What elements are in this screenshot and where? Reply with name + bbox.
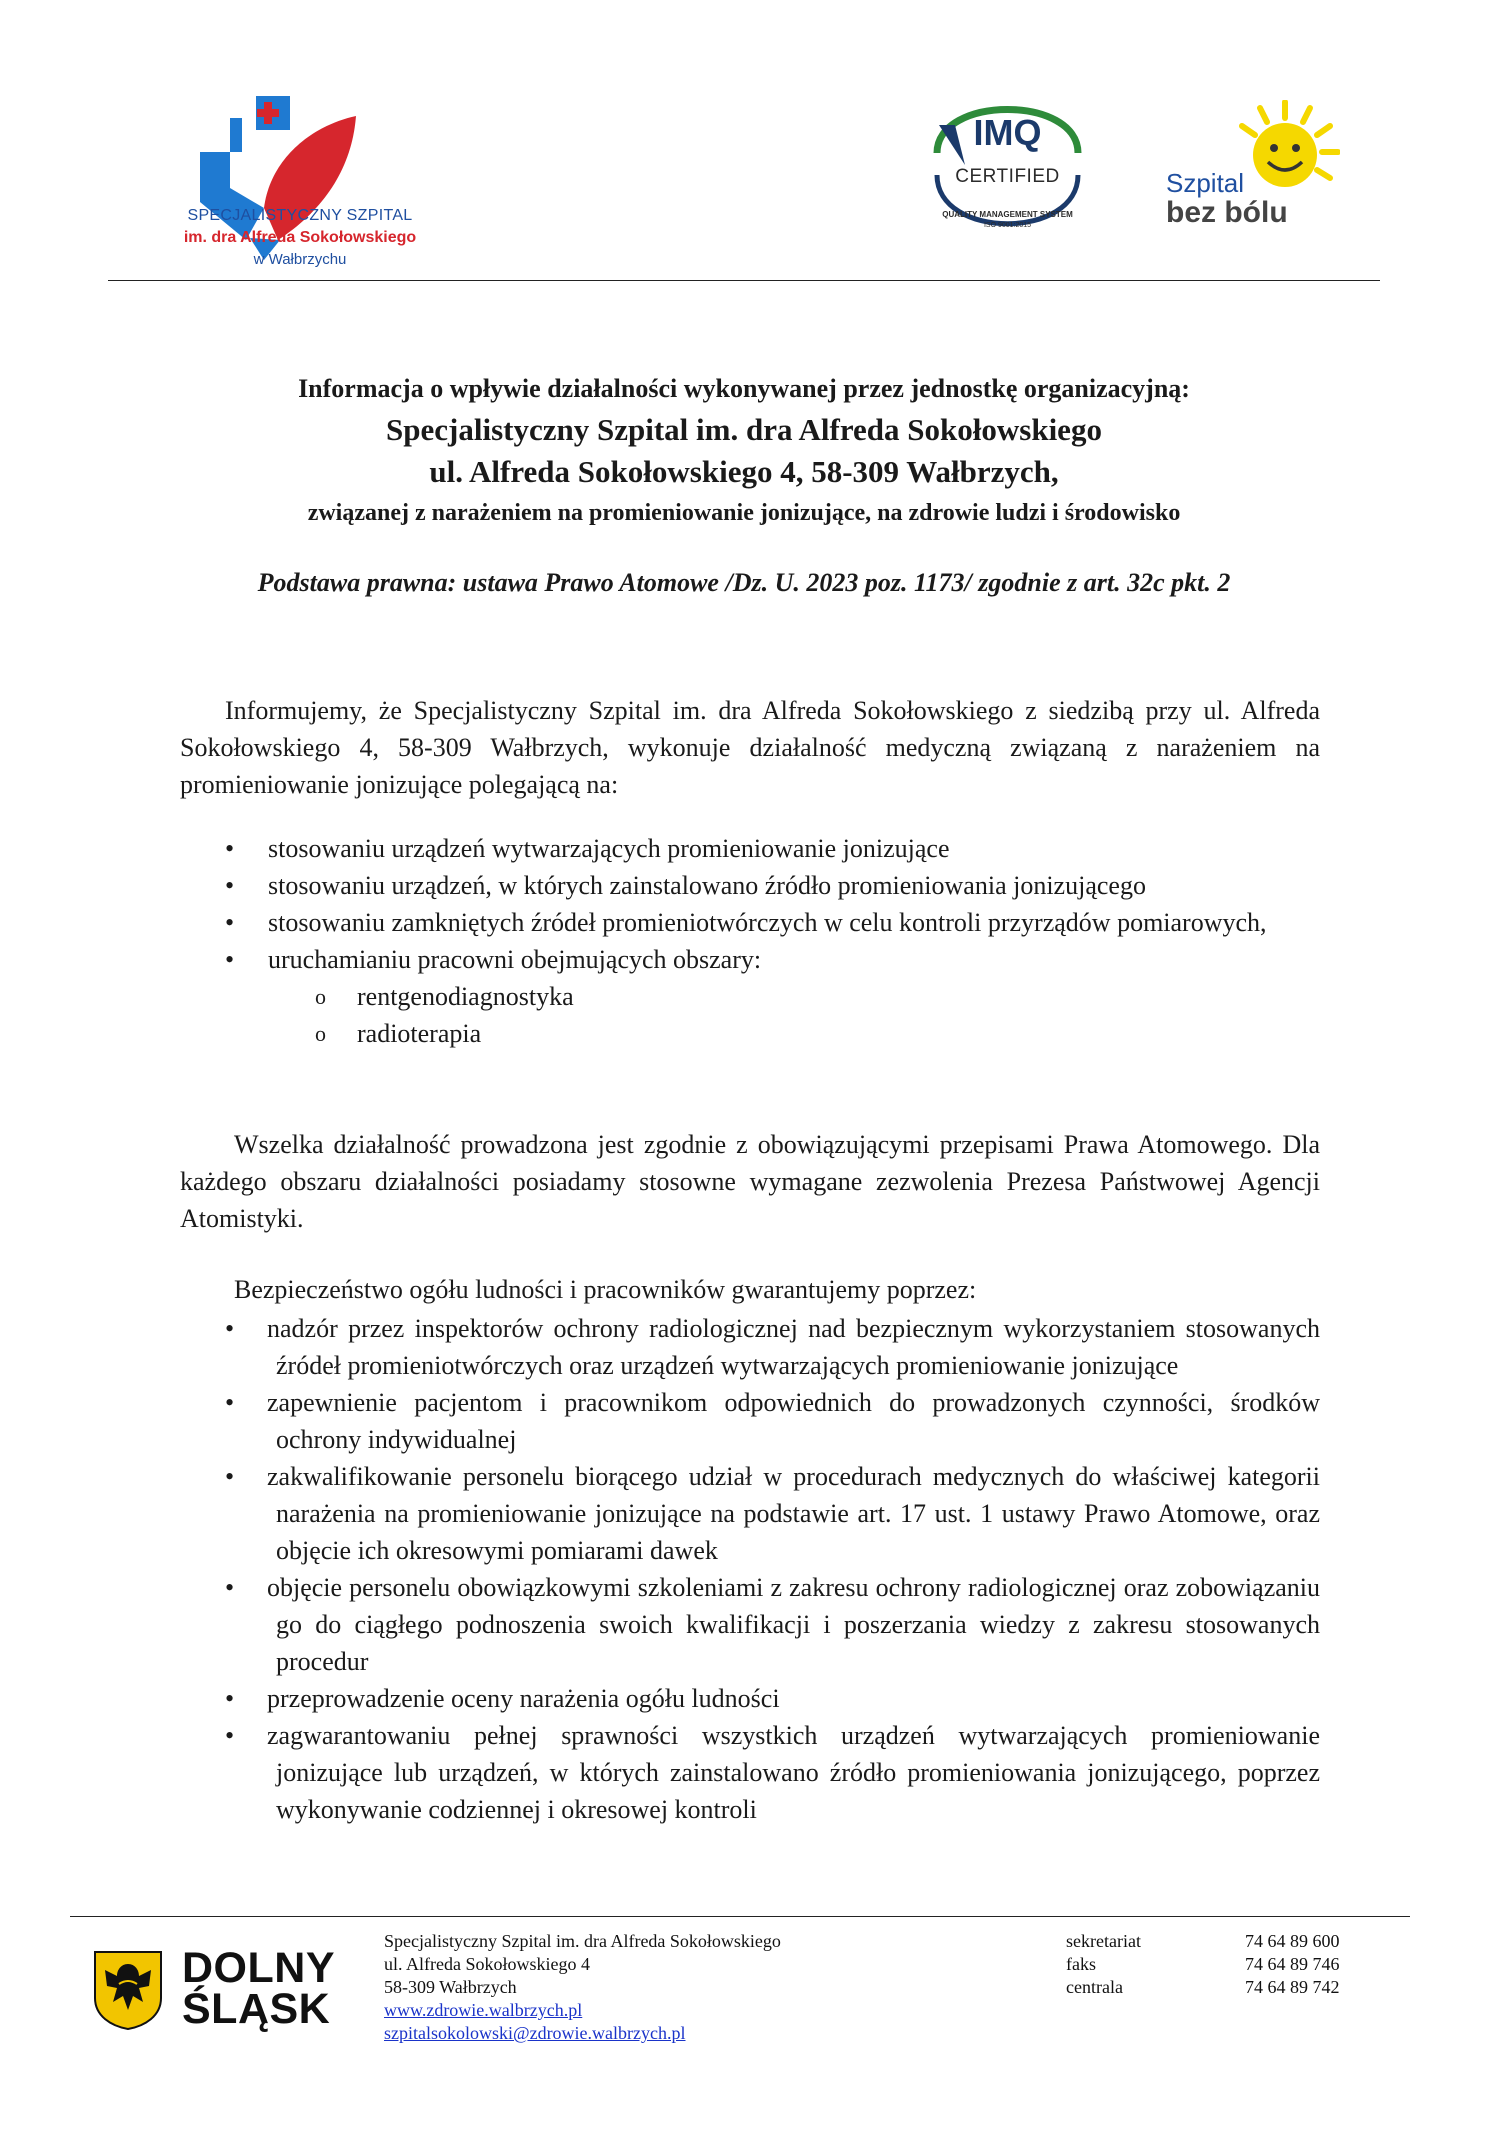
website-link[interactable]: www.zdrowie.walbrzych.pl [384,2000,583,2020]
footer-hospital-name: Specjalistyczny Szpital im. dra Alfreda Sokołowskiego [384,1931,781,1951]
title-line1: Informacja o wpływie działalności wykonywanej przez jednostkę organizacyjną: [298,374,1190,403]
footer-city: 58-309 Wałbrzych [384,1977,517,1997]
bullet-icon: • [225,1462,235,1491]
bullet-icon: • [225,1721,235,1750]
region-logo-line1: DOLNY [182,1944,335,1992]
hospital-logo-line2: im. dra Alfreda Sokołowskiego [183,229,417,246]
footer-contact-phones [1245,1930,1340,1999]
bullet-icon: • [225,1314,235,1343]
imq-qms-text: QUALITY MANAGEMENT SYSTEM [942,210,1073,219]
list-item: o rentgenodiagnostyka [180,978,1320,1015]
title-line2: Specjalistyczny Szpital im. dra Alfreda Sokołowskiego [386,412,1102,447]
pain-free-logo-line2: bez bólu [1166,196,1288,229]
bullet-icon: • [225,945,235,974]
activities-list [180,830,1320,1052]
hospital-logo-line3: w Wałbrzychu [253,251,347,268]
list-item: o radioterapia [180,1015,1320,1052]
imq-certified-text: CERTIFIED [955,166,1060,187]
list-item: • stosowaniu urządzeń wytwarzających promieniowanie jonizujące [180,830,1320,867]
list-item: • stosowaniu zamkniętych źródeł promieniotwórczych w celu kontroli przyrządów pomiarowych, [180,904,1320,941]
region-logo-line2: ŚLĄSK [182,1985,331,2033]
bullet-icon: • [225,871,235,900]
safety-intro: Bezpieczeństwo ogółu ludności i pracowników gwarantujemy poprzez: [234,1275,977,1304]
lower-silesia-eagle-crest-icon [93,1950,163,2030]
footer-contact-labels [1066,1930,1141,1999]
title-line4: związanej z narażeniem na promieniowanie jonizujące, na zdrowie ludzi i środowisko [307,500,1181,526]
safety-measures-list [180,1310,1320,1828]
legal-basis: Podstawa prawna: ustawa Prawo Atomowe /Dz. U. 2023 poz. 1173/ zgodnie z art. 32c pkt. 2 [257,568,1231,597]
email-link[interactable]: szpitalsokolowski@zdrowie.walbrzych.pl [384,2023,686,2043]
contact-phone: 74 64 89 742 [1245,1977,1340,1997]
bullet-icon: • [225,908,235,937]
footer-address [384,1930,781,2045]
compliance-paragraph: Wszelka działalność prowadzona jest zgodnie z obowiązującymi przepisami Prawa Atomowego. Dla każdego obszaru działalności posiadamy stosowne wymagane zezwolenia Prezesa Państwowej Agencji Atomistyki. [180,1130,1320,1233]
pain-free-logo-line1: Szpital [1166,168,1245,198]
title-line3: ul. Alfreda Sokołowskiego 4, 58-309 Wałbrzych, [429,454,1059,489]
list-item: • przeprowadzenie oceny narażenia ogółu ludności [180,1680,1320,1717]
hospital-logo-text [150,205,450,271]
bullet-icon: • [225,1684,235,1713]
list-item: • uruchamianiu pracowni obejmujących obszary: [180,941,1320,978]
imq-brand: IMQ [973,112,1042,153]
areas-sublist-wrap [180,978,1320,1052]
list-item: • zagwarantowaniu pełnej sprawności wszystkich urządzeń wytwarzających promieniowanie jonizujące lub urządzeń, w których zainstalowano źródło promieniowania jonizującego, poprzez wykonywanie codziennej i okresowej kontroli [180,1717,1320,1828]
bullet-icon: • [225,1573,235,1602]
imq-iso-text: ISO 9001:2015 [983,222,1032,229]
header-divider [108,280,1380,281]
list-item: • stosowaniu urządzeń, w których zainstalowano źródło promieniowania jonizującego [180,867,1320,904]
contact-phone: 74 64 89 600 [1245,1931,1340,1951]
footer-street: ul. Alfreda Sokołowskiego 4 [384,1954,590,1974]
hospital-logo-line1: SPECJALISTYCZNY SZPITAL [187,207,413,224]
footer-divider [70,1916,1410,1917]
contact-label: sekretariat [1066,1931,1141,1951]
list-item: • zapewnienie pacjentom i pracownikom odpowiednich do prowadzonych czynności, środków ochrony indywidualnej [180,1384,1320,1458]
contact-label: centrala [1066,1977,1123,1997]
bullet-icon: • [225,1388,235,1417]
contact-label: faks [1066,1954,1096,1974]
contact-phone: 74 64 89 746 [1245,1954,1340,1974]
circle-bullet-icon: o [315,984,326,1009]
areas-sublist [180,978,1320,1052]
circle-bullet-icon: o [315,1021,326,1046]
list-item: • objęcie personelu obowiązkowymi szkoleniami z zakresu ochrony radiologicznej oraz zobowiązaniu go do ciągłego podnoszenia swoich kwalifikacji i poszerzania wiedzy z zakresu stosowanych procedur [180,1569,1320,1680]
list-item: • nadzór przez inspektorów ochrony radiologicznej nad bezpiecznym wykorzystaniem stosowanych źródeł promieniotwórczych oraz urządzeń wytwarzających promieniowanie jonizujące [180,1310,1320,1384]
list-item: • zakwalifikowanie personelu biorącego udział w procedurach medycznych do właściwej kategorii narażenia na promieniowanie jonizujące na podstawie art. 17 ust. 1 ustawy Prawo Atomowe, oraz objęcie ich okresowymi pomiarami dawek [180,1458,1320,1569]
intro-paragraph: Informujemy, że Specjalistyczny Szpital im. dra Alfreda Sokołowskiego z siedzibą przy ul. Alfreda Sokołowskiego 4, 58-309 Wałbrzych, wykonuje działalność medyczną związaną z narażeniem na promieniowanie jonizujące polegającą na: [180,696,1320,799]
region-logo-text [182,1944,335,2033]
bullet-icon: • [225,834,235,863]
